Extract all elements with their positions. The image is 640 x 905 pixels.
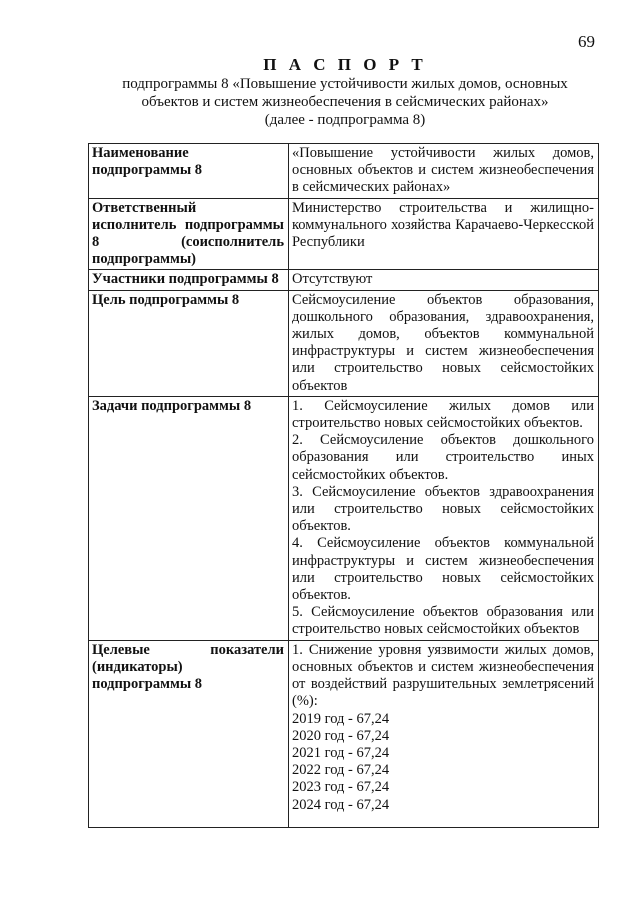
indicator-year-value: 2021 год - 67,24 bbox=[292, 744, 390, 761]
passport-table bbox=[88, 143, 599, 828]
row-label: Ответственный исполнитель подпрограммы 8 (соисполнитель подпрограммы) bbox=[89, 198, 289, 270]
row-label: Наименование подпрограммы 8 bbox=[89, 144, 289, 199]
indicator-intro: 1. Снижение уровня уязвимости жилых домов, основных объектов и систем жизнеобеспечения от воздействий разрушительных землетрясений (%): bbox=[292, 641, 594, 710]
table-row-participants bbox=[89, 270, 599, 290]
table-row-goal bbox=[89, 290, 599, 396]
task-item: 1. Сейсмоусиление жилых домов или строительство новых сейсмостойких объектов. bbox=[292, 397, 594, 432]
row-value: Отсутствуют bbox=[289, 270, 599, 290]
task-item: 3. Сейсмоусиление объектов здравоохранения или строительство новых сейсмостойких объектов. bbox=[292, 483, 594, 535]
page-number: 69 bbox=[578, 32, 595, 51]
indicator-year-value: 2024 год - 67,24 bbox=[292, 796, 390, 813]
task-item: 4. Сейсмоусиление объектов коммунальной инфраструктуры и систем жизнеобеспечения или строительство новых сейсмостойких объектов. bbox=[292, 535, 594, 604]
row-label: Задачи подпрограммы 8 bbox=[89, 396, 289, 640]
table-row-name bbox=[89, 144, 599, 199]
document-title: П А С П О Р Т bbox=[263, 55, 427, 74]
indicator-year-value: 2023 год - 67,24 bbox=[292, 779, 390, 796]
table-row-indicators bbox=[89, 640, 599, 827]
document-subtitle-line: (далее - подпрограмма 8) bbox=[264, 112, 426, 128]
indicator-year-value: 2022 год - 67,24 bbox=[292, 762, 390, 779]
document-subtitle-line: объектов и систем жизнеобеспечения в сейсмических районах» bbox=[141, 94, 549, 110]
row-label: Участники подпрограммы 8 bbox=[89, 270, 289, 290]
row-label: Цель подпрограммы 8 bbox=[89, 290, 289, 396]
row-value bbox=[289, 396, 599, 640]
document-subtitle-line: подпрограммы 8 «Повышение устойчивости жилых домов, основных bbox=[122, 76, 568, 92]
table-row-tasks bbox=[89, 396, 599, 640]
table-row-responsible bbox=[89, 198, 599, 270]
row-value bbox=[289, 640, 599, 827]
task-item: 5. Сейсмоусиление объектов образования или строительство новых сейсмостойких объектов bbox=[292, 604, 594, 638]
row-value: Сейсмоусиление объектов образования, дошкольного образования, здравоохранения, жилых домов, объектов коммунальной инфраструктуры и систем жизнеобеспечения или строительство новых сейсмостойких объектов bbox=[289, 290, 599, 396]
indicator-year-value: 2019 год - 67,24 bbox=[292, 710, 390, 727]
row-value: Министерство строительства и жилищно-коммунального хозяйства Карачаево-Черкесской Республики bbox=[289, 198, 599, 270]
row-value: «Повышение устойчивости жилых домов, основных объектов и систем жизнеобеспечения в сейсмических районах» bbox=[289, 144, 599, 199]
document-header bbox=[80, 55, 610, 129]
task-item: 2. Сейсмоусиление объектов дошкольного образования или строительство иных сейсмостойких объектов. bbox=[292, 432, 594, 483]
indicator-year-value: 2020 год - 67,24 bbox=[292, 727, 390, 744]
row-label: Целевые показатели (индикаторы) подпрограммы 8 bbox=[89, 640, 289, 827]
